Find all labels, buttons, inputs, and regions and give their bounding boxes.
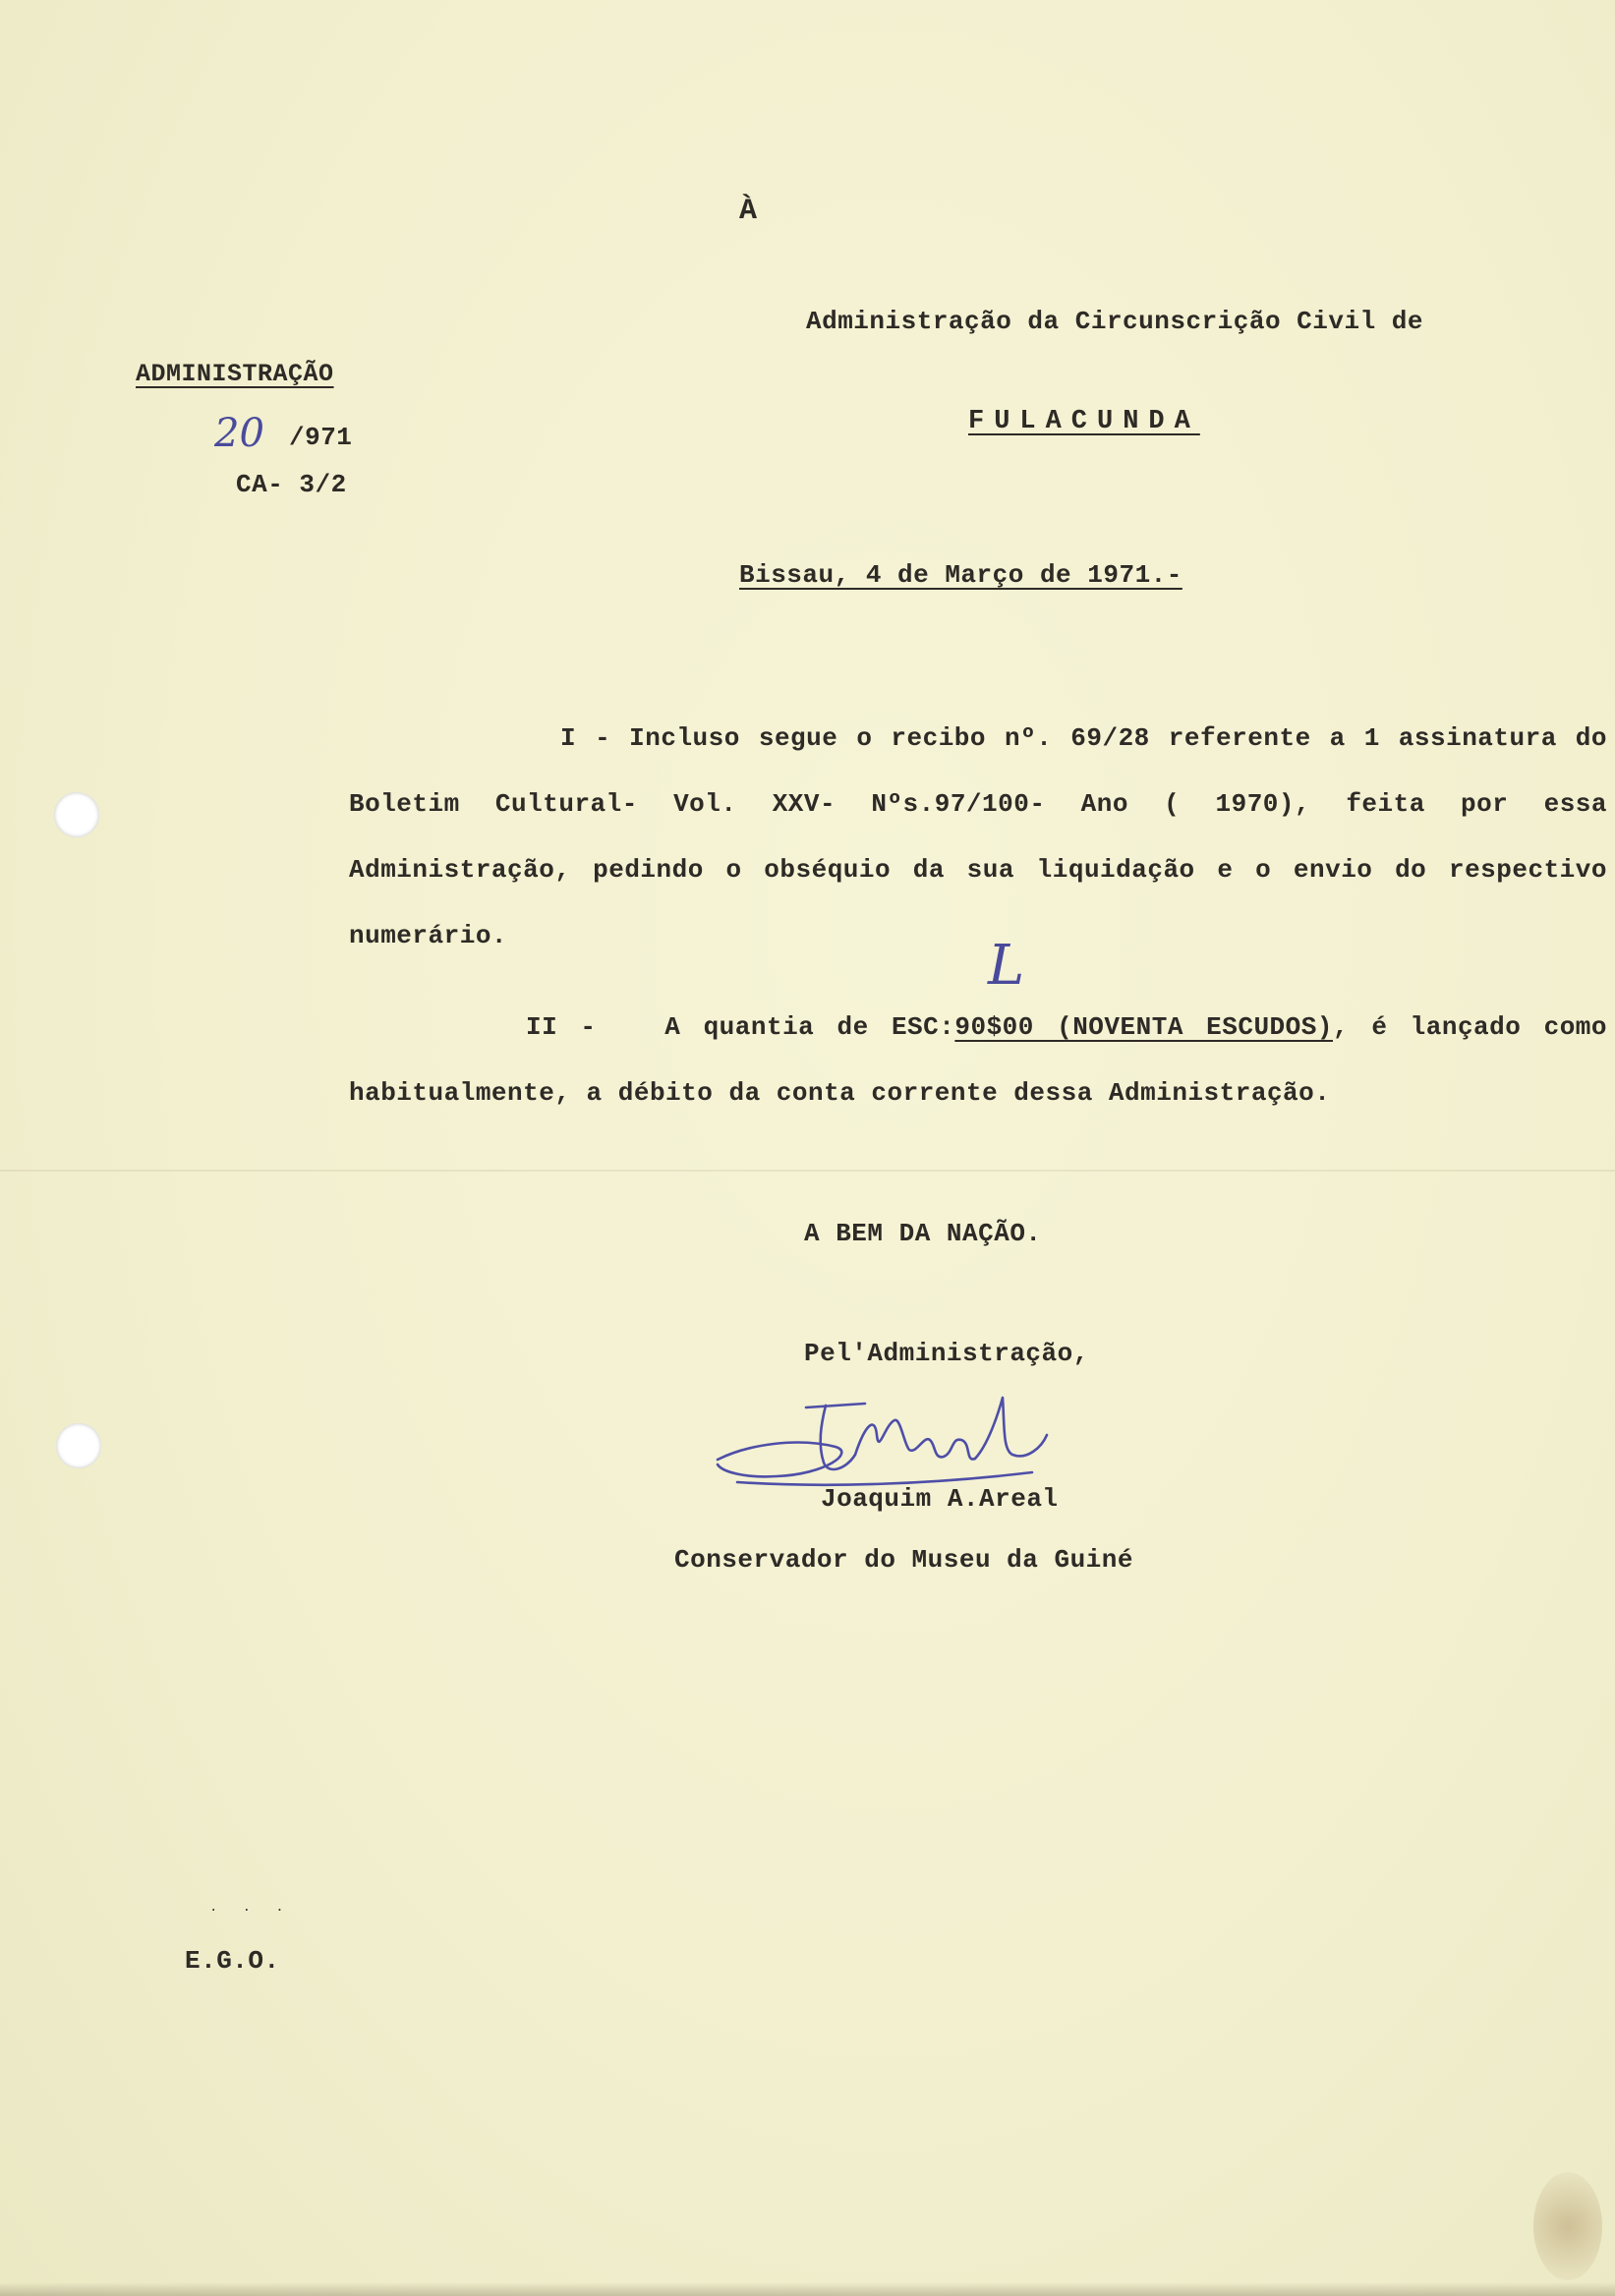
signatory-title: Conservador do Museu da Guiné xyxy=(674,1545,1133,1575)
addressee-place: FULACUNDA xyxy=(968,407,1200,436)
paragraph-1: I - Incluso segue o recibo nº. 69/28 referente a 1 assinatura do Boletim Cultural- Vol. XXV- Nºs.97/100- Ano ( 1970), feita por essa Administração, pedindo o obséquio da sua liquidação e o envio do respectivo numerário. xyxy=(349,723,1607,950)
stray-dots: · · · xyxy=(209,1903,284,1919)
paper-stain xyxy=(1533,2172,1602,2280)
addressee-prefix: À xyxy=(739,195,758,228)
signatory-name: Joaquim A.Areal xyxy=(821,1484,1059,1514)
handwritten-mark: L xyxy=(988,934,1025,998)
on-behalf-line: Pel'Administração, xyxy=(804,1339,1089,1368)
closing-salutation: A BEM DA NAÇÃO. xyxy=(804,1219,1042,1248)
paper-bottom-edge xyxy=(0,2282,1615,2296)
reference-office: ADMINISTRAÇÃO xyxy=(136,360,334,388)
amount: 90$00 (NOVENTA ESCUDOS) xyxy=(954,1012,1333,1042)
date-line: Bissau, 4 de Março de 1971.- xyxy=(739,560,1182,590)
paper-crease xyxy=(0,1170,1615,1172)
reference-year: /971 xyxy=(289,423,353,452)
reference-number-handwritten: 20 xyxy=(214,411,264,456)
handwritten-signature xyxy=(708,1386,1062,1494)
punch-hole-lower xyxy=(56,1423,101,1468)
paragraph-2-before-amount: A quantia de ESC: xyxy=(664,1012,955,1042)
addressee-line: Administração da Circunscrição Civil de xyxy=(806,307,1423,336)
reference-code: CA- 3/2 xyxy=(236,470,347,499)
paragraph-2-after-amount: , é lançado como habitualmente, a débito da conta corrente dessa Administração. xyxy=(349,1012,1608,1108)
paragraph-2-lead: II - xyxy=(526,1012,597,1042)
paragraph-2 xyxy=(349,995,1607,1126)
footer-initials: E.G.O. xyxy=(185,1946,280,1976)
punch-hole-upper xyxy=(54,792,99,837)
